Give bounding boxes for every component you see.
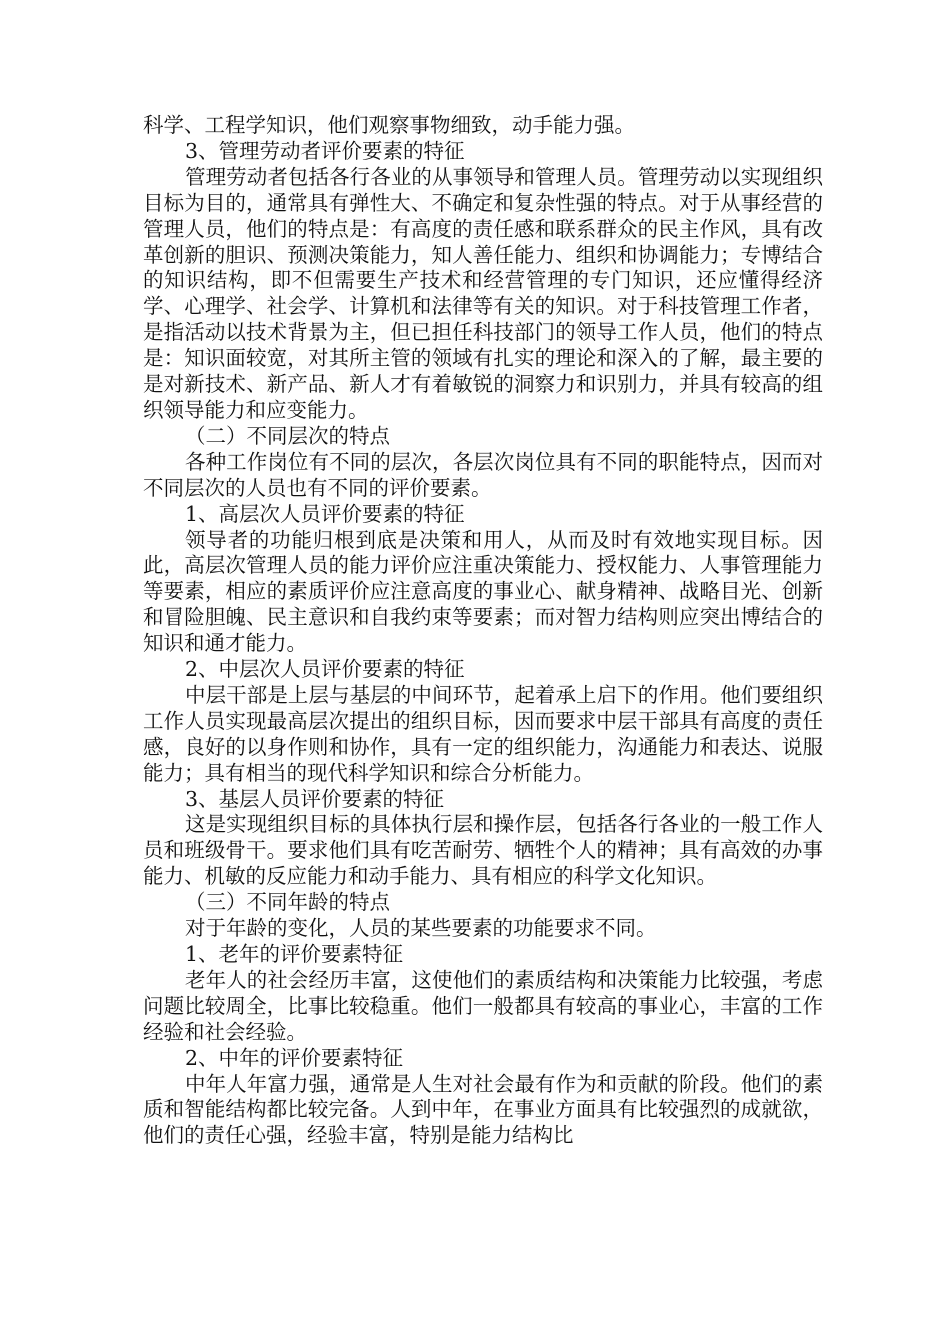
- paragraph-ages-intro: 对于年龄的变化，人员的某些要素的功能要求不同。: [185, 916, 657, 941]
- paragraph-base-level: 这是实现组织目标的具体执行层和操作层，包括各行各业的一般工作人员和班级骨干。要求他们具有吃苦耐劳、牺牲个人的精神；具有高效的办事能力、机敏的反应能力和动手能力、具有相应的科学文化知识。: [143, 812, 823, 889]
- section-heading-levels: （二）不同层次的特点: [185, 423, 390, 448]
- paragraph-levels-intro: 各种工作岗位有不同的层次，各层次岗位具有不同的职能特点，因而对不同层次的人员也有不同的评价要素。: [143, 449, 823, 500]
- section-heading-ages: （三）不同年龄的特点: [185, 890, 390, 915]
- subheading-management-workers: 3、管理劳动者评价要素的特征: [185, 138, 465, 163]
- document-body: [143, 113, 823, 1149]
- paragraph-elderly: 老年人的社会经历丰富，这使他们的素质结构和决策能力比较强，考虑问题比较周全，比事比较稳重。他们一般都具有较高的事业心，丰富的工作经验和社会经验。: [143, 967, 823, 1044]
- paragraph-management-workers: 管理劳动者包括各行各业的从事领导和管理人员。管理劳动以实现组织目标为目的，通常具有弹性大、不确定和复杂性强的特点。对于从事经营的管理人员，他们的特点是：有高度的责任感和联系群众的民主作风，具有改革创新的胆识、预测决策能力，知人善任能力、组织和协调能力；专博结合的知识结构，即不但需要生产技术和经营管理的专门知识，还应懂得经济学、心理学、社会学、计算机和法律等有关的知识。对于科技管理工作者，是指活动以技术背景为主，但已担任科技部门的领导工作人员，他们的特点是：知识面较宽，对其所主管的领域有扎实的理论和深入的了解，最主要的是对新技术、新产品、新人才有着敏锐的洞察力和识别力，并具有较高的组织领导能力和应变能力。: [143, 164, 823, 422]
- subheading-middle-aged: 2、中年的评价要素特征: [185, 1045, 404, 1070]
- paragraph-high-level: 领导者的功能归根到底是决策和用人，从而及时有效地实现目标。因此，高层次管理人员的能力评价应注重决策能力、授权能力、人事管理能力等要素，相应的素质评价应注意高度的事业心、献身精神、战略目光、创新和冒险胆魄、民主意识和自我约束等要素；而对智力结构则应突出博结合的知识和通才能力。: [143, 527, 823, 656]
- subheading-middle-level: 2、中层次人员评价要素的特征: [185, 657, 465, 682]
- paragraph-middle-aged: 中年人年富力强，通常是人生对社会最有作为和贡献的阶段。他们的素质和智能结构都比较完备。人到中年，在事业方面具有比较强烈的成就欲，他们的责任心强，经验丰富，特别是能力结构比: [143, 1071, 823, 1148]
- paragraph-continuation: 科学、工程学知识，他们观察事物细致，动手能力强。: [143, 113, 635, 137]
- subheading-high-level: 1、高层次人员评价要素的特征: [185, 501, 465, 526]
- paragraph-middle-level: 中层干部是上层与基层的中间环节，起着承上启下的作用。他们要组织工作人员实现最高层次提出的组织目标，因而要求中层干部具有高度的责任感，良好的以身作则和协作，具有一定的组织能力，沟通能力和表达、说服能力；具有相当的现代科学知识和综合分析能力。: [143, 682, 823, 785]
- subheading-base-level: 3、基层人员评价要素的特征: [185, 786, 445, 811]
- subheading-elderly: 1、老年的评价要素特征: [185, 942, 404, 966]
